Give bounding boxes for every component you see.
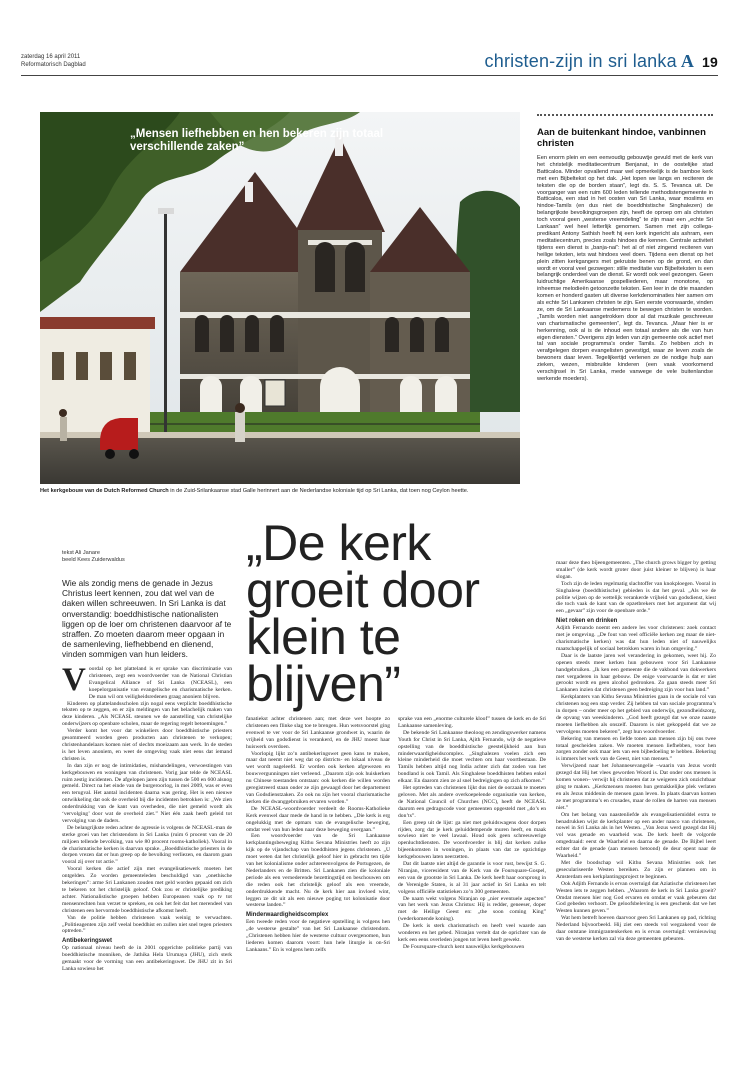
- paragraph: Een greep uit de lijst: ga niet met geluidswagens door dorpen rijden, zorg dat je kerk geluiddempende muren heeft, en maak sowieso niet te veel lawaai. Houd ook geen schreeuwerige openluchtdiensten. De woordvoerder is blij dat kerken zulke bijeenkomsten in woningen, in plaats van dat ze opzichtige kerkgebouwen laten neerzetten.: [398, 819, 546, 861]
- photo-pull-quote: „Mensen liefhebben en hen bekeren zijn totaal verschillende zaken”: [130, 128, 384, 153]
- paragraph: De NCEASL-woordvoerder verdeelt de Rooms-Katholieke Kerk evenwel daar mede de hand in te hebben. „Die kerk is erg ongelukkig met de opmars van de evangelische beweging, omdat veel van hun leden naar deze beweging overgaan.”: [246, 805, 390, 833]
- paragraph: De bekende Sri Lankaanse theoloog en zendingswerker namens Youth for Christ in Sri Lanka, Ajith Fernando, wijt de negatieve opstelling van de boeddhistische geestelijkheid aan hun minderwaardigheidscomplex. „Singhalezen voelen zich een kleine minderheid die moet vechten om haar voortbestaan. De Tamils hebben altijd nog India achter zich dat zoden van het bondland is ook Tamil. Als Singhalese boeddhisten hebben enkel elkaar. En daarom zien ze al snel bedreigingen op zich afkomen.”: [398, 729, 546, 785]
- issue-date: zaterdag 16 april 2011: [21, 54, 81, 60]
- paragraph: maar deze theo bijeengemeenten. „The church grows bigger by getting smaller” (de kerk wordt groter door juist kleiner te blijven) is haar slogan.: [556, 560, 716, 580]
- paragraph: fanatiekst achter christenen aan; met deze wet hoopte zo christenen een flinke slag toe te brengen. Hun wetsvoorstel ging evenwel te ver voor de Sri Lankaanse grondwet in, waarin de vrijheid van godsdienst is verankerd, en de JHU moest haar huiswerk overdoen.: [246, 716, 390, 750]
- byline-text: tekst Ali Janare: [62, 550, 100, 556]
- paragraph: Een tweede reden voor de negatieve opstelling is volgens hen „de westerse gestalte” van het Sri Lankaanse christendom. „Christenen hebben hier de westerse cultuur overgenomen, hun liederen komen daarom voort: hun hele liturgie is on-Sri Lankaans.” En is volgens hem zelfs: [246, 919, 390, 953]
- paragraph: oordal op het platteland is er sprake van discriminatie van christenen, zegt een woordvoerder van de National Christian Evangelical Alliance of Sri Lanka (NCEASL), een koepelorganisatie van evangelische en charismatische kerken. De man wil om veiligheidsredenen graag anoniem blijven.: [88, 666, 232, 700]
- newspaper-name: Reformatorisch Dagblad: [21, 62, 86, 68]
- section-mark: A: [680, 51, 695, 71]
- subheading: Minderwaardigheidscomplex: [246, 912, 329, 919]
- subheading: Niet roken en drinken: [556, 618, 618, 625]
- section-title: christen-zijn in sri lanka: [484, 51, 677, 71]
- paragraph: Ook Adjith Fernando is ervan overtuigd dat Aziatische christenen het Westen iets te zeggen hebben. „Waarom de kerk in Sri Lanka groeit? Omdat mensen hier nog God ervaren en omdat er vaak gebeuren dat God gebeden verhoort. De geloofsbeleving is een geschenk dat we het Westen kunnen geven.”: [556, 880, 716, 915]
- section-header: [485, 51, 718, 72]
- article-column-4: [556, 560, 716, 943]
- paragraph: Bekering van mensen en liefde tonen aan mensen zijn bij ons twee totaal gescheiden zaken. We moeten mensen liefhebben, voor hen zorgen zonder ook maar iets van een bijbedoeling te hebben. Bekering is immers het werk van de Geest, niet van mensen.”: [556, 735, 716, 763]
- drop-cap: V: [62, 662, 86, 698]
- caption-text: in de Zuid-Srilankaanse stad Galle herinnert aan de Nederlandse koloniale tijd op Sri Lanka, dat toen nog Ceylon heette.: [168, 488, 469, 494]
- article-headline: „De kerk groeit door klein te blijven”: [246, 515, 480, 712]
- paragraph: Vooral kerken die actief zijn met evangelisatiewerk moeten het ontgelden. Zo worden gemeenteleden beschuldigd van „onethische bekeringen”: arme Sri Lankanen zouden met geld worden gepaaid om zich te bekeren tot het christelijk geloof. Ook zou er christelijke prediking achter. Nationalistische groepen hebben Europeanen vaak op tv tot mensenrechten hun verzet te spreken, en ook het feit dat het merendeel van christenen een hervormde boeddhistische afkomst heeft.: [62, 866, 232, 914]
- paragraph: Wat hem betreft hoeven daarvoor geen Sri Lankanen op pad, richting Nederland bijvoorbeeld. Hij ziet een steeds vol wegzakend voor de daar ontstane immigrantenkerken en is ervan overtuigd: vernieuwing van de westerse kerken zal via deze gemeenten gebeuren.: [556, 915, 716, 942]
- paragraph: Toch zijn de leden regelmatig slachtoffer van knokploegen. Vooral in Singhalese (boeddhistische) gebieden is dat het geval. „Als we de politie wijzen op de wettelijk verankerde vrijheid van godsdienst, kiest die toch vaak de kant van de opzetbrekers met het argument dat wij een „gevaar” zijn voor de openbare orde.”: [556, 580, 716, 615]
- caption-lead: Het kerkgebouw van de Dutch Reformed Church: [40, 488, 169, 494]
- paragraph: Het optreden van christenen lijkt dus niet de oorzaak te moeten geloven. Met als andere overkoepelende organisatie van kerken, de National Council of Churches (NCC), heeft de NCEASL daarom een gedragscode voor gemeenten opgesteld met „do’s en don’ts”.: [398, 785, 546, 819]
- byline-photo: beeld Kees Zuiderwaldus: [62, 557, 125, 564]
- church-photo: [40, 112, 520, 484]
- masthead-date-block: [21, 53, 86, 69]
- header-rule: [21, 75, 718, 76]
- article-column-3: [398, 716, 546, 951]
- sidebar-paragraph: Een enorm plein en een eenvoudig gebouwtje gevuld met de kerk van het christelijk meditatiecentrum Benjanat, in de oostelijke stad Batticaloa. Minder opvallend maar wel opmerkelijk is de bamboe kerk met een Bijbeltekst op het dak. „Het lopen we langs en reciteren de teksten die op de borden staan”, legt ds. S. S. Tevanca uit. De voorganger van een ruim 600 leden tellende methodistengemeente in Batticaloa, een stad in het oosten van Sri Lanka, waar moslims en hindoe-Tamils (en dus niet de boeddhistische Singhalezen) de belangrijkste bevolkingsgroepen zijn, heeft de oproep om als christen toch vooral geen „westerse vreemdeling” te zijn maar een „echte Sri Lankaan” wel heel letterlijk genomen. Samen met zijn collega-predikant Antony Sathish heeft hij een kerk ingericht als ashram, een meditatiecentrum, precies zoals hindoes die kennen. Centrale activiteit tijdens een dienst is „banja-nai”: het al of niet zingend reciteren van heilige teksten, iets wat hindoes veel doen. Tijdens een dienst op het plein zitten kerkgangers met gekruiste benen op de grond, en dan wordt er vooral veel gezwegen: stille meditatie van Bijbelteksten is een belangrijk onderdeel van de dienst. Er wordt ook veel gezongen. Geen luidruchtige Amerikaanse gospelliederen, maar monotone, op inheemse melodieën getoonzette teksten. Een leer in de drie maanden komen er honderd gasten uit diverse kerkdenominaties hier samen om als echte Sri Lankanen christen te zijn. Een eerste voorwaarde, vinden ze, om de Sri Lankaanse medemens te bewegen christen te worden. „Tamils worden niet aangetrokken door al dat muzikale geschreeuw van charismatische gemeenten”, legt ds. Tevanca. „Maar hier is er herkenning, ook al is de inhoud een totaal andere als die van hun eigen diensten.” Overigens zijn leden van zijn gemeente ook actief met tal van sociale programma’s onder Tamils. Zo hebben zich in verafgelegen dorpen evangelisten gevestigd, waar ze leven zoals de bewoners daar leven. Tegelijkertijd verlenen ze de nodige hulp aan zieken, wezen, misbruikte kinderen (een vaak voorkomend verschijnsel in Sri Lanka, mede vanwege de vele buitenlandse werkende moeders).: [537, 155, 713, 382]
- article-column-2: [246, 716, 390, 954]
- paragraph: sprake van een „enorme culturele kloof” tussen de kerk en de Sri Lankaanse samenleving.: [398, 716, 546, 729]
- paragraph: De Foursquare-church kent nauwelijks kerkgebouwen: [403, 943, 525, 950]
- paragraph: Op nationaal niveau heeft de in 2001 opgerichte politieke partij van boeddhistische monniken, de Jathika Hela Urumaya (JHU), zich sterk gemaakt voor de vorming van een antibekeringswet. De JHU zit in Sri Lanka sowieso het: [62, 945, 232, 972]
- paragraph: In dan zijn er nog de intimidaties, mishandelingen, verwoestingen van kerkgebouwen en woningen van christenen. Vorig jaar telde de NCEASL ruim zestig incidenten. De afgelopen jaren zijn tussen de 500 en 600 alsnog gemeld. Direct na het einde van de burgeroorlog, in mei 2009, was er even een terugval. Het aantal incidenten daarna was gering. Het is een nieuwe ontwikkeling dat ook de overheid bij die incidenten betrokken is: „We zien onderdrukking van de kant van overheden, die niet gemeld wordt als ‘vervolging’ door wat de overheid ziet.” Niet één zaak heeft geleid tot vervolging van de daders.: [62, 762, 232, 824]
- paragraph: Kerkplanters van Kithu Sevana Ministries gaan in de sociale rol van christenen nog een stap verder. Zij hebben tal van sociale programma’s in dorpen – onder meer op het gebied van onderwijs, gezondheidszorg, de opvang van weeskinderen. „God heeft gezegd dat we onze naaste moeten liefhebben als onszelf. Daarom is niet gekoppeld dat we ze vervolgens moeten bekeren”, zegt hun woordvoerder.: [556, 694, 716, 735]
- paragraph: Adjith Fernando noemt een andere les voor christenen: zoek contact met je omgeving. „De fout van veel officiële kerken zeg maar de niet-charismatische kerken) was dat hun leden niet of nauwelijks maatschappelijk of sociaal betrokken waren in hun omgeving.”: [556, 625, 716, 652]
- paragraph: Voorlopig lijkt zo’n antibekeringswet geen kans te maken, maar dat neemt niet weg dat op districts- en lokaal niveau de wet wordt nageleefd. Er worden ook kerken afgewezen en bouwvergunningen niet verleend. „Daarom zijn ook huiskerken nu Chinese toestanden ontstaan: ook kerken die willen worden geregistreerd staan onder ze zijn gewaagd door het departement van Godsdienstzaken. Zo ook nu zijn het vooral charismatische kerken die dwanggebruiken ervaren worden.”: [246, 750, 390, 805]
- byline: [62, 550, 232, 565]
- paragraph: Daar is de laatste jaren wel verandering in gekomen, weet hij. Zo openen steeds meer kerken hun gebouwen voor Sri Lankaanse handgebruiken. „Ik ken een gemeente die de vakbond van dokwerkers met vergaderen in haar gebouw. De enige voorwaarde is dat er niet gerookt wordt en geen alcohol gedronken. Zo gaan steeds meer Sri Lankanen inzien dat christenen geen bedreiging zijn voor hun land.”: [556, 652, 716, 694]
- sidebar-dotted-rule: [537, 114, 713, 119]
- subheading: Antibekeringswet: [62, 938, 113, 945]
- article-column-1: [62, 662, 232, 973]
- article-lead: Wie als zondig mens de genade in Jezus Christus leert kennen, zou dat wel van de daken willen schreeuwen. In Sri Lanka is dat onverstandig: boeddhistische nationalisten liggen op de loer om christenen daarvoor af te straffen. Zo moeten daarom meer opgaan in de samenleving, liefhebbend en dienend, vinden sommigen van hun leiders.: [62, 578, 232, 660]
- paragraph: Met die boodschap wil Kithu Sevana Ministries ook het geseculariseerde Westen bereiken. Zo zijn er plannen om in Amsterdam een kerkplantingsproject te beginnen.: [556, 859, 716, 880]
- page-number: 19: [702, 54, 718, 70]
- sidebar-title: Aan de buitenkant hindoe, vanbinnen christen: [537, 127, 706, 149]
- paragraph: Om het belang van naastenliefde als evangelisatiemiddel extra te benadrukken wijst de kerkplanter op een ander nanco van christenen, nowel in Sri Lanka als in het Westen. „Van Jezus werd gezegd dat Hij vol was genade en waarheid was. De kerk heeft de volgorde omgedraaid: eerst de Waarheid en daarna de genade. De Bijbel leert echter dat de genade (aan mensen betoond) de deur opent naar de Waarheid.”: [556, 811, 716, 860]
- sidebar-body: [537, 155, 713, 383]
- paragraph: De belangrijkste reden achter de agressie is volgens de NCEASL-man de sterke groei van het christendom in Sri Lanka (ruim 6 procent van de 20 miljoen tellende bevolking, van wie 80 procent rooms-katholiek). Vooral in de charismatische kerken is daarvan sprake. „Boeddhistische priesters in de dorpen vrezen dat er hun greep op de bevolking verliezen, en daarom gaan vooral zij over tot actie.”: [62, 824, 232, 866]
- paragraph: Verwijzend naar het Johannesevangelie –waarin van Jezus wordt gezegd dat Hij het vlees geworden Woord is. Dat onder ons mensen is komen wonen– verwijt hij christenen dat ze weigeren zich onzichtbaar ging te maken. „Kerkmensen moeten hun gemakkelijke plek verlaten en als Jezus middenin de mensen gaan leven. In plaats daarvan komen ze met programma’s en crusades, maar de rollen de harten van mensen niet.”: [556, 763, 716, 811]
- paragraph: De naam wekt volgens Niranjan op „nier eventuele aspecten” van het werk van Jezus Christus: Hij is redder, geneeser, doper met de Heilige Geest en: „the soon coming King” (wederkomende koning).: [398, 895, 546, 923]
- paragraph: Kinderen op plattelandsscholen zijn nogal eens verplicht boeddhistische teksten op te zeggen, en er zijn meldingen van het belachelijk maken van deze kinderen. „Als NCEASL steunen we de aanstelling van christelijke onderwijzers op openbare scholen, maar de regering regelt betoemingen.”: [62, 700, 232, 728]
- paragraph: Een woordvoerder van de Sri Lankaanse kerkplantingsbeweging Kithu Sevana Ministries heeft zo zijn kijk op de vijandschap van boeddhisten jegens christenen. „U moet weten dat het christelijk geloof hier in gebracht ten tijde van het kolonialisme onder achtereenvolgens de Portugezen, de Nederlanders en de Britten. Sri Lankanen zien die koloniale periode als een vernederende bezettingstijd en beschouwen om die reden ook het christelijk geloof als een vreemde, onderdrukkende macht. Nu de kerk hier aan invloed wint, leggen ze dit uit als een nieuwe poging tot kolonisatie door westerse landen.”: [246, 833, 390, 909]
- paragraph: Van de politie hebben christenen vaak weinig te verwachten. „Politieagenten zijn zelf veelal boeddhist en zullen niet snel tegen priesters optreden.”: [62, 914, 232, 935]
- photo-caption: [40, 488, 520, 495]
- paragraph: De kerk is sterk charismatisch en heeft veel waarde aan wonderen en het gebed. Niranjan vertelt dat de oprichter van de kerk een eens overleden jongen tot leven heeft gewekt.: [398, 923, 546, 943]
- paragraph: Dat dit laatste niet altijd de garantie is voor rust, bewijst S. G. Niranjan, viceresident van de Kerk van de Foursquare-Gospel, een van de grootste in Sri Lanka. De kerk heeft haar oorsprong in de Verenigde Staten, is al 31 jaar actief in Sri Lanka en telt volgens officiële statistieken zo’n 300 gemeenten.: [398, 861, 546, 895]
- paragraph: Verder komt het voor dat winkeliers door boeddhistische priesters gesommeerd worden geen producten aan christenen te verkopen; christenhandelaars komen niet of slechts moeizaam aan werk. In de steden is het leven anoniem, en weet de omgeving vaak niet eens dat iemand christen is.: [62, 728, 232, 762]
